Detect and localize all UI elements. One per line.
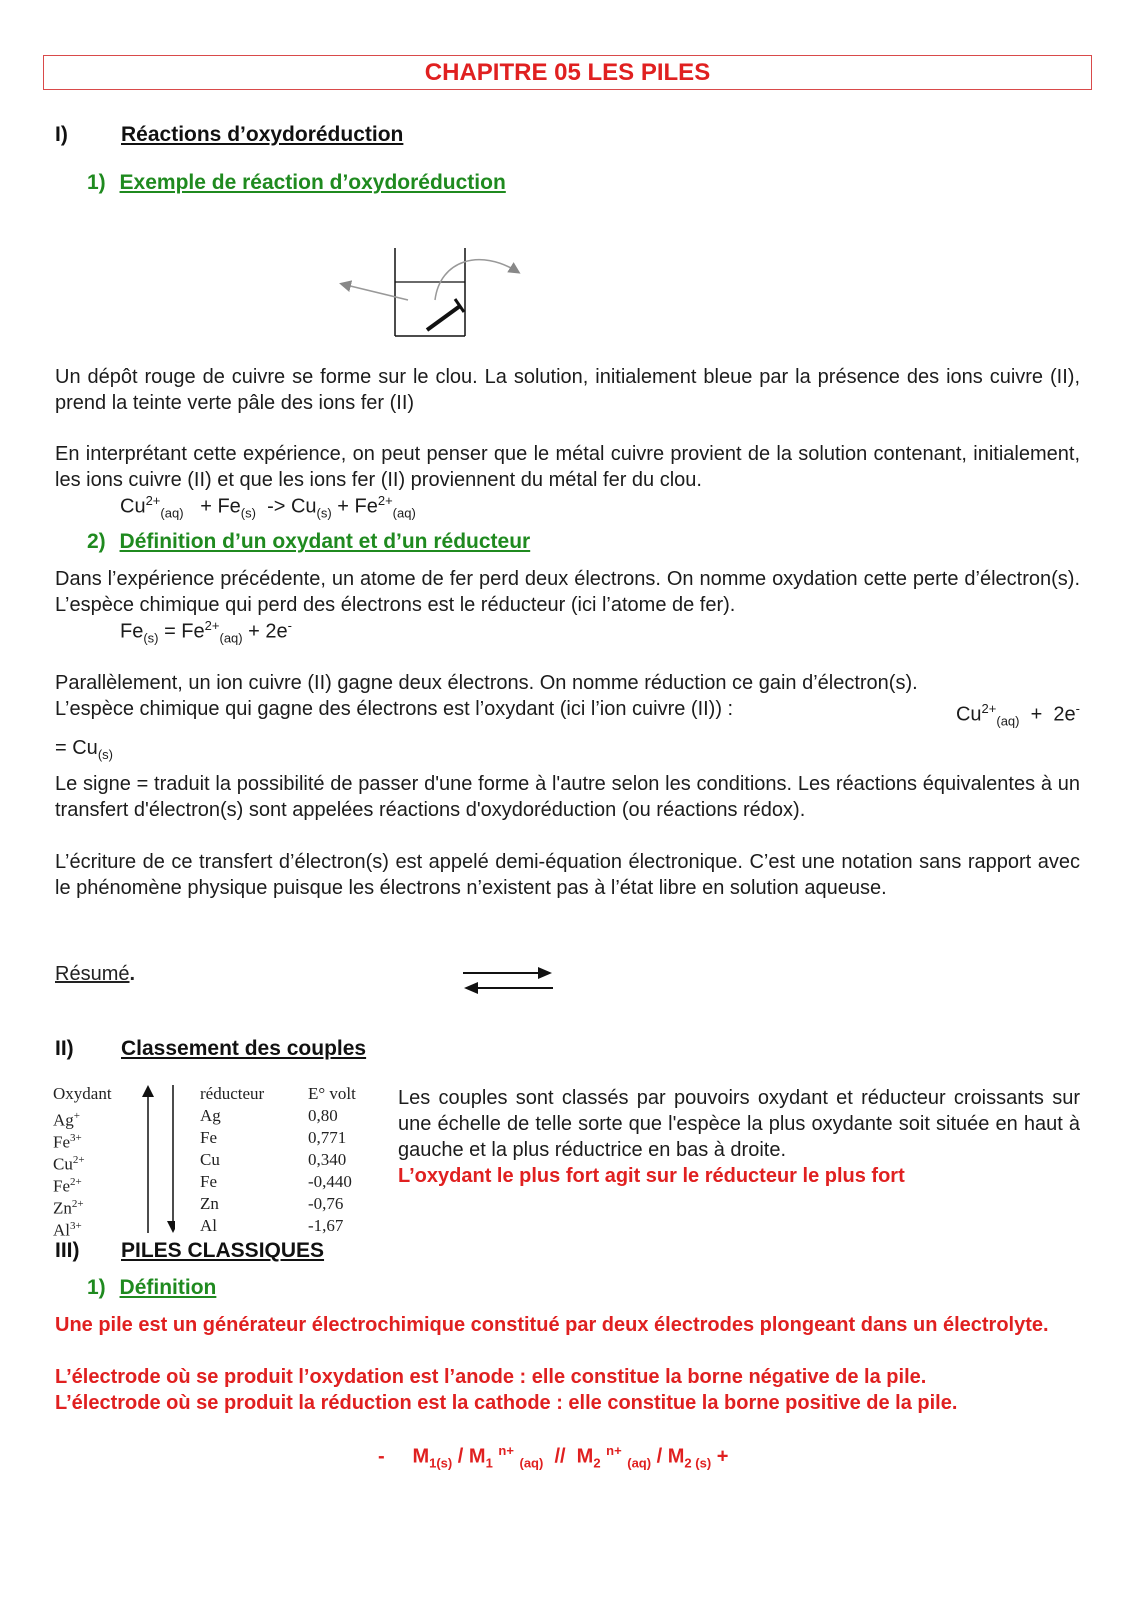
- section-3-number: III): [55, 1239, 80, 1262]
- summary-dot: .: [129, 963, 136, 985]
- summary-label: [55, 963, 135, 986]
- nail: [427, 299, 464, 330]
- paragraph-observation: Un dépôt rouge de cuivre se forme sur le clou. La solution, initialement bleue par la présence des ions cuivre (II), prend la teinte verte pâle des ions fer (II): [55, 366, 1080, 414]
- oxidant-row: $Al^{3+}$: [53, 1220, 82, 1240]
- paragraph-equal-sign: Le signe = traduit la possibilité de passer d'une forme à l'autre selon les conditions. Les réactions équivalentes à un transfert d'électron(s) sont appelées réactions d'oxydoréduction (ou réactions rédox).: [55, 773, 1080, 821]
- reducer-cell: Al: [200, 1216, 217, 1235]
- summary-text: Résumé: [55, 963, 130, 985]
- potential-cell: -0,440: [308, 1172, 352, 1191]
- paragraph-oxidation: Dans l’expérience précédente, un atome de fer perd deux électrons. On nomme oxydation cette perte d’électron(s). L’espèce chimique qui perd des électrons est le réducteur (ici l’atome de fer).: [55, 568, 1080, 616]
- subsection-1-1-number: 1): [87, 171, 106, 194]
- definition-anode: L’électrode où se produit l’oxydation est l’anode : elle constitue la borne négative de la pile.: [55, 1366, 927, 1388]
- reducer-cell: Cu: [200, 1150, 220, 1169]
- subsection-3-1: [87, 1276, 216, 1300]
- paragraph-ranking-text: Les couples sont classés par pouvoirs oxydant et réducteur croissants sur une échelle de telle sorte que l'espèce la plus oxydante soit située en haut à gauche et la plus réductrice en bas à droite.: [398, 1087, 1080, 1161]
- subsection-1-2-title: Définition d’un oxydant et d’un réducteur: [119, 530, 531, 553]
- equilibrium-arrows: [460, 964, 556, 996]
- subsection-3-1-number: 1): [87, 1276, 106, 1299]
- paragraph-interpretation: En interprétant cette expérience, on peut penser que le métal cuivre provient de la solution contenant, initialement, les ions cuivre (II) et que les ions fer (II) proviennent du métal fer du clou.: [55, 443, 1080, 491]
- oxidant-row: $Fe^{2+}$: [53, 1176, 82, 1196]
- section-1-title: Réactions d’oxydoréduction: [121, 123, 404, 146]
- paragraph-reduction-line1: Parallèlement, un ion cuivre (II) gagne deux électrons. On nomme réduction ce gain d’électron(s).: [55, 672, 918, 694]
- paragraph-half-equation: L’écriture de ce transfert d’électron(s) est appelé demi-équation électronique. C’est une notation sans rapport avec le phénomène physique puisque les électrons n’existent pas à l’état libre en solution aqueuse.: [55, 851, 1080, 899]
- potential-cell: 0,340: [308, 1150, 347, 1169]
- reducer-cell: Fe: [200, 1172, 217, 1191]
- paragraph-reduction: [55, 670, 1080, 768]
- arrow-left: [342, 284, 408, 300]
- reducer-cell: Zn: [200, 1194, 219, 1213]
- chapter-title-box: [43, 55, 1092, 90]
- ranking-rule: L’oxydant le plus fort agit sur le réducteur le plus fort: [398, 1165, 905, 1187]
- section-2-number: II): [55, 1037, 74, 1060]
- reducer-header: réducteur: [200, 1084, 265, 1103]
- paragraph-reduction-text: L’espèce chimique qui gagne des électrons est l’oxydant (ici l’ion cuivre (II)) :: [55, 698, 734, 720]
- potential-cell: 0,771: [308, 1128, 347, 1147]
- potential-cell: -0,76: [308, 1194, 344, 1213]
- scale-arrows: [139, 1083, 175, 1235]
- potential-header: E° volt: [308, 1084, 356, 1103]
- reducer-cell: Fe: [200, 1128, 217, 1147]
- oxidant-row: Ag+: [53, 1110, 80, 1130]
- definition-pile: Une pile est un générateur électrochimique constitué par deux électrodes plongeant dans un électrolyte.: [55, 1314, 1049, 1336]
- beaker-nail-diagram: [330, 240, 530, 345]
- paragraph-reduction-line2: [55, 696, 1080, 735]
- subsection-1-1-title: Exemple de réaction d’oxydoréduction: [119, 171, 506, 194]
- equation-global: $Cu^{2+}_{(aq)} + Fe_{(s)} -> Cu_{(s)} + Fe^{2+}_{(aq)}$: [120, 493, 416, 521]
- cell-notation: - $M_{1(s)} / M_1$ $^{n+}$ $_{(aq)} // M_2$ $^{n+}$ $_{(aq)} / M_{2 (s)}$ +: [378, 1443, 729, 1471]
- equation-copper-part1: $Cu^{2+}_{(aq)} + 2e^-$: [955, 701, 1080, 729]
- potential-cell: 0,80: [308, 1106, 338, 1125]
- curved-arrow-right: [435, 260, 518, 300]
- section-3-title: PILES CLASSIQUES: [121, 1239, 325, 1262]
- potential-column: [308, 1083, 356, 1237]
- oxidant-row: $Fe^{3+}$: [53, 1132, 82, 1152]
- oxidant-header: Oxydant: [53, 1084, 112, 1103]
- chapter-title: CHAPITRE 05 LES PILES: [424, 59, 711, 86]
- potential-cell: -1,67: [308, 1216, 344, 1235]
- subsection-1-2-number: 2): [87, 530, 106, 553]
- beaker: [395, 248, 465, 336]
- section-1-number: I): [55, 123, 68, 146]
- reducer-cell: Ag: [200, 1106, 221, 1125]
- paragraph-ranking: [398, 1085, 1080, 1189]
- oxidant-column: [53, 1083, 112, 1240]
- subsection-1-1: [87, 171, 506, 195]
- redox-table: [53, 1083, 373, 1240]
- definition-cathode: L’électrode où se produit la réduction est la cathode : elle constitue la borne positive de la pile.: [55, 1392, 958, 1414]
- reducer-column: [200, 1083, 264, 1237]
- section-2-title: Classement des couples: [121, 1037, 367, 1060]
- subsection-3-1-title: Définition: [119, 1276, 217, 1299]
- equation-iron: $Fe_{(s)} = Fe^{2+}_{(aq)} + 2e^-$: [120, 618, 292, 646]
- oxidant-row: $Zn^{2+}$: [53, 1198, 84, 1218]
- subsection-1-2: [87, 530, 530, 554]
- oxidant-row: $Cu^{2+}$: [53, 1154, 85, 1174]
- equation-copper-part2: = $Cu_{(s)}$: [55, 736, 113, 762]
